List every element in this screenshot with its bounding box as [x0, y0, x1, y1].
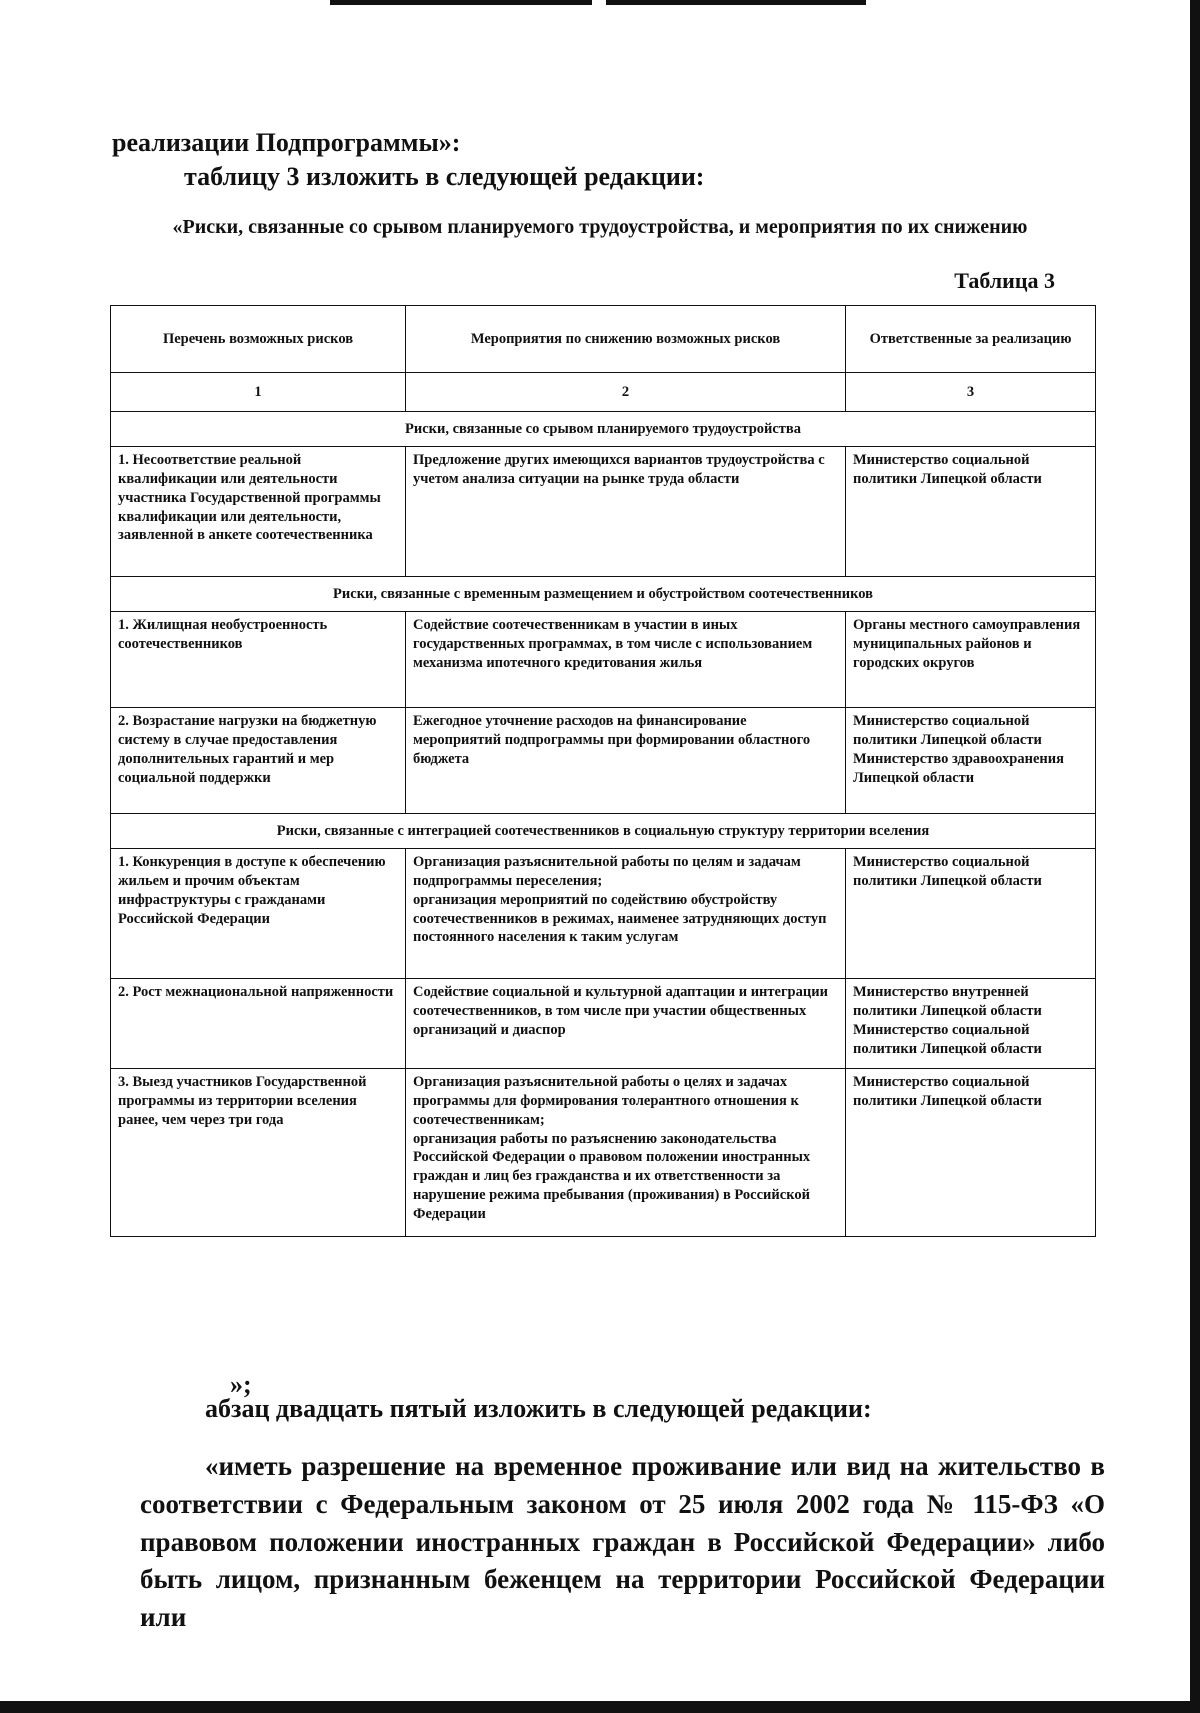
paragraph-body: «иметь разрешение на временное проживание или вид на жительство в соответствии с Федеральным законом от 25 июля 2002 года № 115-ФЗ «О правовом положении иностранных граждан в Российской Федерации» либо быть лицом, признанным беженцем на территории Российской Федерации или — [140, 1451, 1105, 1633]
risk-cell: 2. Рост межнациональной напряженности — [111, 979, 406, 1069]
table-header-row — [111, 306, 1096, 373]
table-row — [111, 1069, 1096, 1237]
risk-cell: 1. Несоответствие реальной квалификации или деятельности участника Государственной программы квалификации или деятельности, заявленной в анкете соотечественника — [111, 447, 406, 577]
responsible-cell: Министерство внутренней политики Липецкой области Министерство социальной политики Липецкой области — [846, 979, 1096, 1069]
scan-edge-bottom — [0, 1701, 1200, 1713]
section-row — [111, 814, 1096, 849]
table-label: Таблица 3 — [954, 268, 1055, 293]
risk-cell: 1. Жилищная необустроенность соотечественников — [111, 612, 406, 708]
header-responsible: Ответственные за реализацию — [846, 306, 1096, 373]
closing-quote: »; — [230, 1370, 252, 1399]
table-row — [111, 979, 1096, 1069]
header-risks: Перечень возможных рисков — [111, 306, 406, 373]
table-row — [111, 708, 1096, 814]
risk-cell: 3. Выезд участников Государственной программы из территории вселения ранее, чем через три года — [111, 1069, 406, 1237]
responsible-cell: Министерство социальной политики Липецкой области — [846, 849, 1096, 979]
measure-cell: Организация разъяснительной работы о целях и задачах программы для формирования толерантного отношения к соотечественникам; организация работы по разъяснению законодательства Российской Федерации о правовом положении иностранных граждан и лиц без гражданства и их ответственности за нарушение режима пребывания (проживания) в Российской Федерации — [406, 1069, 846, 1237]
column-number: 1 — [111, 373, 406, 412]
measure-cell: Предложение других имеющихся вариантов трудоустройства с учетом анализа ситуации на рынке труда области — [406, 447, 846, 577]
measure-cell: Содействие социальной и культурной адаптации и интеграции соотечественников, в том числе при участии общественных организаций и диаспор — [406, 979, 846, 1069]
table-row — [111, 447, 1096, 577]
section-title: Риски, связанные со срывом планируемого трудоустройства — [111, 412, 1096, 447]
intro-line-2: таблицу 3 изложить в следующей редакции: — [184, 161, 705, 191]
measure-cell: Содействие соотечественникам в участии в иных государственных программах, в том числе с использованием механизма ипотечного кредитования жилья — [406, 612, 846, 708]
table-title: «Риски, связанные со срывом планируемого трудоустройства, и мероприятия по их снижению — [172, 216, 1028, 238]
scan-edge-top-left — [330, 0, 592, 5]
header-measures: Мероприятия по снижению возможных рисков — [406, 306, 846, 373]
scan-edge-top-right — [606, 0, 866, 5]
column-number-row — [111, 373, 1096, 412]
table-row — [111, 849, 1096, 979]
risk-cell: 2. Возрастание нагрузки на бюджетную систему в случае предоставления дополнительных гарантий и мер социальной поддержки — [111, 708, 406, 814]
table-row — [111, 612, 1096, 708]
risks-table — [110, 305, 1096, 1237]
responsible-cell: Министерство социальной политики Липецкой области — [846, 447, 1096, 577]
measure-cell: Организация разъяснительной работы по целям и задачам подпрограммы переселения; организация мероприятий по содействию обустройству соотечественников в режимах, наименее затрудняющих доступ постоянного населения к таким услугам — [406, 849, 846, 979]
responsible-cell: Министерство социальной политики Липецкой области — [846, 1069, 1096, 1237]
intro-text — [112, 126, 704, 194]
column-number: 2 — [406, 373, 846, 412]
section-row — [111, 412, 1096, 447]
measure-cell: Ежегодное уточнение расходов на финансирование мероприятий подпрограммы при формировании областного бюджета — [406, 708, 846, 814]
risk-cell: 1. Конкуренция в доступе к обеспечению жильем и прочим объектам инфраструктуры с гражданами Российской Федерации — [111, 849, 406, 979]
section-title: Риски, связанные с временным размещением и обустройством соотечественников — [111, 577, 1096, 612]
section-title: Риски, связанные с интеграцией соотечественников в социальную структуру территории вселения — [111, 814, 1096, 849]
responsible-cell: Органы местного самоуправления муниципальных районов и городских округов — [846, 612, 1096, 708]
scan-edge-right — [1190, 0, 1200, 1713]
paragraph-instruction: абзац двадцать пятый изложить в следующей редакции: — [205, 1394, 872, 1423]
section-row — [111, 577, 1096, 612]
responsible-cell: Министерство социальной политики Липецкой области Министерство здравоохранения Липецкой области — [846, 708, 1096, 814]
column-number: 3 — [846, 373, 1096, 412]
intro-line-1: реализации Подпрограммы»: — [112, 128, 461, 157]
